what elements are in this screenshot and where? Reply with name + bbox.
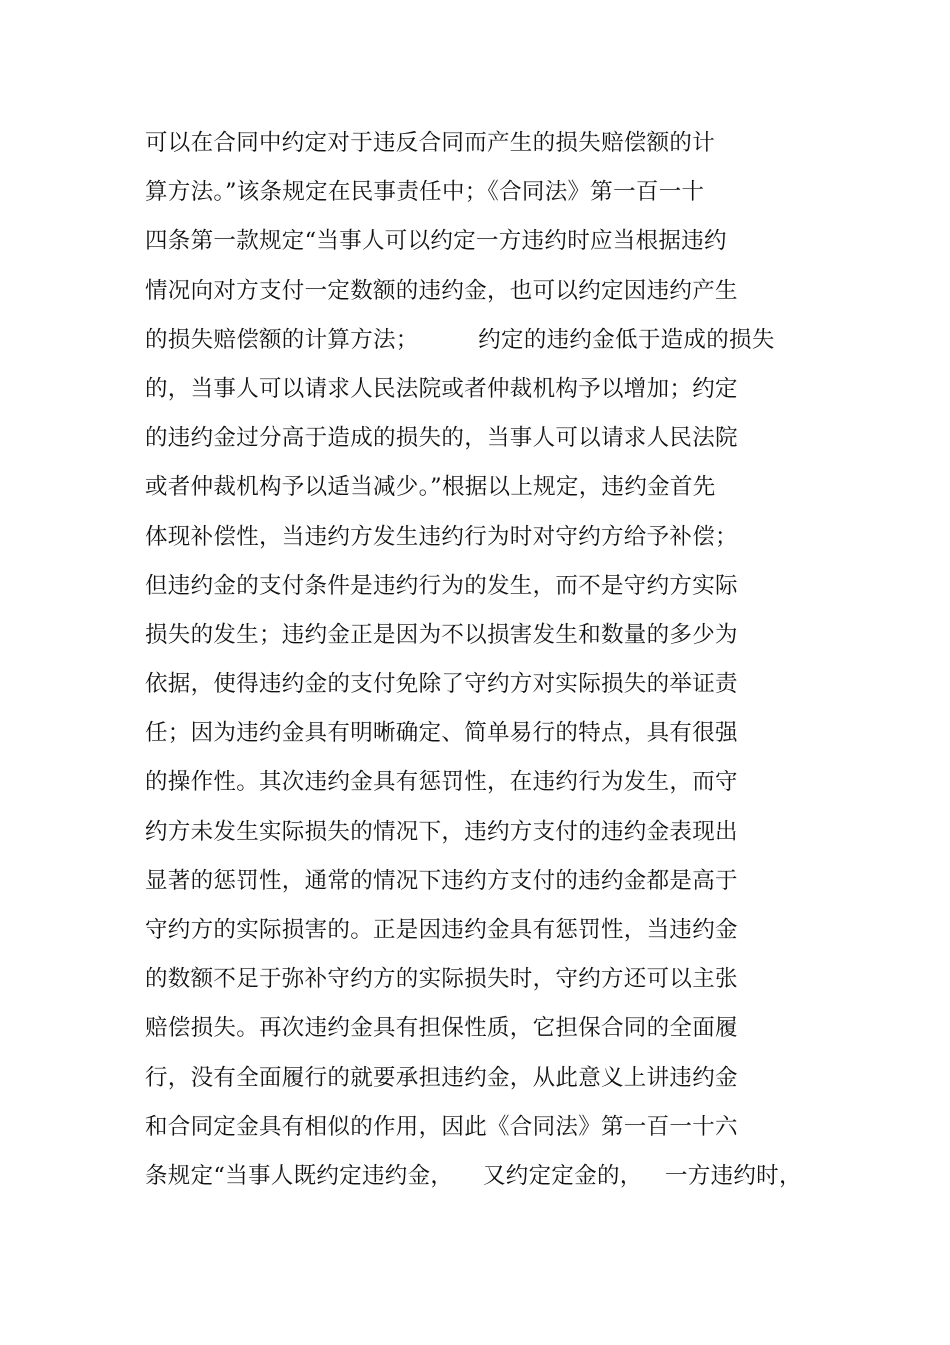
text-line: 条规定“当事人既约定违约金， 又约定定金的， 一方违约时， xyxy=(145,1162,802,1189)
text-line: 算方法。”该条规定在民事责任中；《合同法》第一百一十 xyxy=(145,179,705,206)
text-line: 体现补偿性，当违约方发生违约行为时对守约方给予补偿； xyxy=(145,523,738,550)
text-line: 损失的发生；违约金正是因为不以损害发生和数量的多少为 xyxy=(145,621,738,648)
text-line: 和合同定金具有相似的作用，因此《合同法》第一百一十六 xyxy=(145,1113,738,1140)
text-line: 约方未发生实际损失的情况下，违约方支付的违约金表现出 xyxy=(145,818,738,845)
text-line: 任；因为违约金具有明晰确定、简单易行的特点，具有很强 xyxy=(145,720,738,747)
text-line: 赔偿损失。再次违约金具有担保性质，它担保合同的全面履 xyxy=(145,1015,738,1042)
text-line: 行，没有全面履行的就要承担违约金，从此意义上讲违约金 xyxy=(145,1064,738,1091)
text-line: 可以在合同中约定对于违反合同而产生的损失赔偿额的计 xyxy=(145,130,716,156)
text-line: 或者仲裁机构予以适当减少。”根据以上规定，违约金首先 xyxy=(145,474,716,501)
body-text xyxy=(145,122,935,1204)
text-line: 的违约金过分高于造成的损失的，当事人可以请求人民法院 xyxy=(145,425,738,452)
text-line: 依据，使得违约金的支付免除了守约方对实际损失的举证责 xyxy=(145,671,738,698)
text-line: 四条第一款规定“当事人可以约定一方违约时应当根据违约 xyxy=(145,228,727,255)
text-line: 守约方的实际损害的。正是因违约金具有惩罚性，当违约金 xyxy=(145,917,738,943)
text-line: 的损失赔偿额的计算方法； 约定的违约金低于造成的损失 xyxy=(145,326,775,353)
text-line: 但违约金的支付条件是违约行为的发生，而不是守约方实际 xyxy=(145,572,738,599)
text-line: 的数额不足于弥补守约方的实际损失时，守约方还可以主张 xyxy=(145,966,738,993)
text-line: 情况向对方支付一定数额的违约金，也可以约定因违约产生 xyxy=(145,277,738,304)
text-line: 的，当事人可以请求人民法院或者仲裁机构予以增加；约定 xyxy=(145,375,738,402)
text-line: 显著的惩罚性，通常的情况下违约方支付的违约金都是高于 xyxy=(145,867,738,894)
text-line: 的操作性。其次违约金具有惩罚性，在违约行为发生，而守 xyxy=(145,769,738,796)
